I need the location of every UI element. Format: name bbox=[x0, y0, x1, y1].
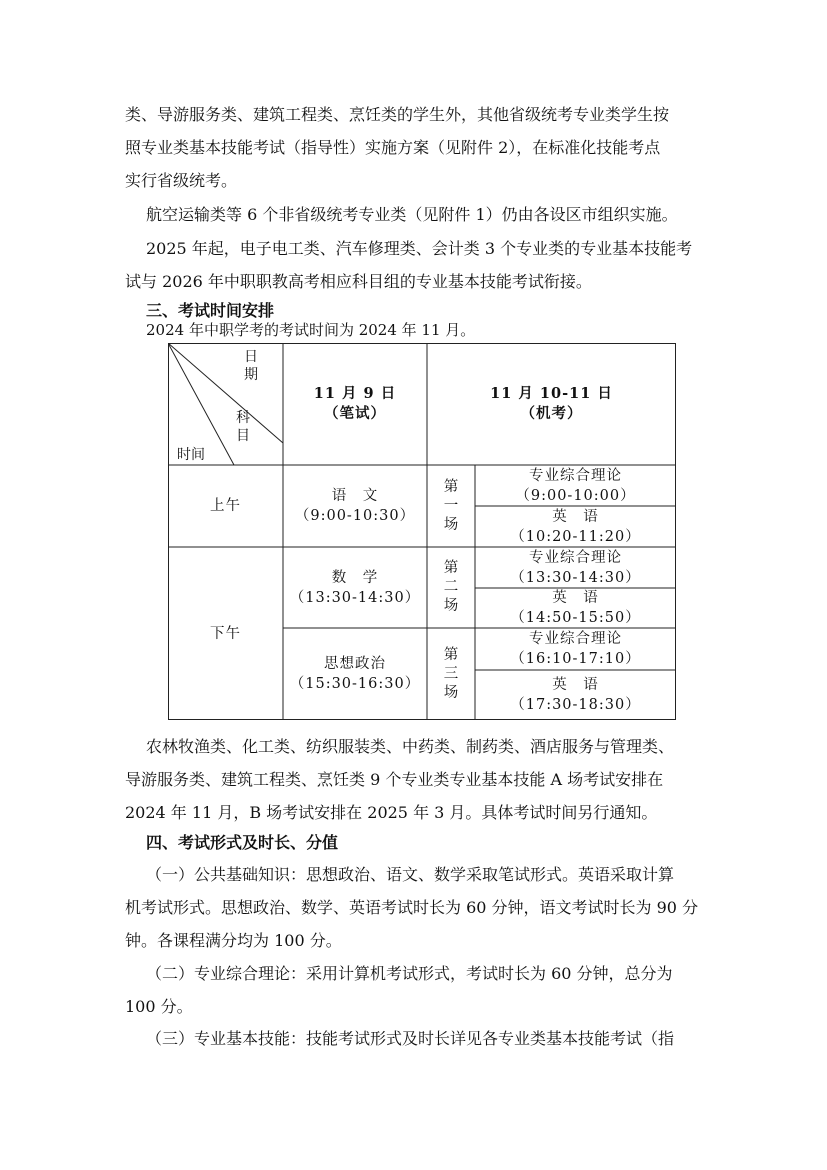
paragraph-line: 钟。各课程满分均为 100 分。 bbox=[125, 931, 342, 950]
computer-exam-cell: 英 语 （14:50-15:50） bbox=[510, 590, 641, 626]
paragraph-line: 2024 年中职学考的考试时间为 2024 年 11 月。 bbox=[146, 321, 476, 339]
computer-exam-cell: 专业综合理论 （16:10-17:10） bbox=[510, 631, 641, 667]
row-header-morning: 上午 bbox=[210, 498, 241, 514]
paragraph-line: （一）公共基础知识：思想政治、语文、数学采取笔试形式。英语采取计算 bbox=[146, 865, 675, 884]
paragraph-line: （三）专业基本技能：技能考试形式及时长详见各专业类基本技能考试（指 bbox=[146, 1029, 675, 1048]
paragraph-line: 类、导游服务类、建筑工程类、烹饪类的学生外，其他省级统考专业类学生按 bbox=[125, 105, 670, 124]
computer-exam-cell: 专业综合理论 （13:30-14:30） bbox=[510, 549, 641, 586]
corner-date-label: 日 期 bbox=[244, 349, 258, 383]
session-label: 第 三 场 bbox=[443, 646, 459, 701]
computer-exam-cell: 专业综合理论 （9:00-10:00） bbox=[515, 467, 636, 504]
corner-time-label: 时间 bbox=[177, 447, 205, 463]
paragraph-line: （二）专业综合理论：采用计算机考试形式，考试时长为 60 分钟，总分为 bbox=[146, 964, 673, 983]
col-header-written: 11 月 9 日 （笔试） bbox=[313, 385, 397, 422]
written-exam-cell: 语 文 （9:00-10:30） bbox=[294, 488, 416, 524]
written-exam-cell: 数 学 （13:30-14:30） bbox=[289, 569, 421, 606]
computer-exam-cell: 英 语 （17:30-18:30） bbox=[510, 677, 641, 713]
section-heading: 四、考试形式及时长、分值 bbox=[146, 833, 339, 852]
exam-schedule-table bbox=[168, 343, 676, 720]
paragraph-line: 机考试形式。思想政治、数学、英语考试时长为 60 分钟，语文考试时长为 90 分 bbox=[125, 898, 699, 917]
paragraph-line: 导游服务类、建筑工程类、烹饪类 9 个专业类专业基本技能 A 场考试安排在 bbox=[125, 770, 664, 789]
computer-exam-cell: 英 语 （10:20-11:20） bbox=[510, 508, 641, 545]
paragraph-line: 2025 年起，电子电工类、汽车修理类、会计类 3 个专业类的专业基本技能考 bbox=[146, 239, 693, 258]
section-heading: 三、考试时间安排 bbox=[146, 301, 275, 320]
written-exam-cell: 思想政治 （15:30-16:30） bbox=[289, 656, 421, 692]
paragraph-line: 农林牧渔类、化工类、纺织服装类、中药类、制药类、酒店服务与管理类、 bbox=[146, 737, 675, 756]
paragraph-line: 实行省级统考。 bbox=[125, 171, 238, 190]
col-header-computer: 11 月 10-11 日 （机考） bbox=[490, 385, 613, 422]
session-label: 第 二 场 bbox=[443, 560, 459, 614]
paragraph-line: 2024 年 11 月，B 场考试安排在 2025 年 3 月。具体考试时间另行通知。 bbox=[125, 803, 658, 822]
paragraph-line: 航空运输类等 6 个非省级统考专业类（见附件 1）仍由各设区市组织实施。 bbox=[146, 205, 678, 224]
paragraph-line: 试与 2026 年中职职教高考相应科目组的专业基本技能考试衔接。 bbox=[125, 272, 592, 291]
paragraph-line: 照专业类基本技能考试（指导性）实施方案（见附件 2），在标准化技能考点 bbox=[125, 138, 661, 157]
corner-subject-label: 科 目 bbox=[236, 410, 250, 444]
row-header-afternoon: 下午 bbox=[210, 625, 241, 642]
session-label: 第 一 场 bbox=[443, 478, 459, 533]
paragraph-line: 100 分。 bbox=[125, 997, 193, 1016]
